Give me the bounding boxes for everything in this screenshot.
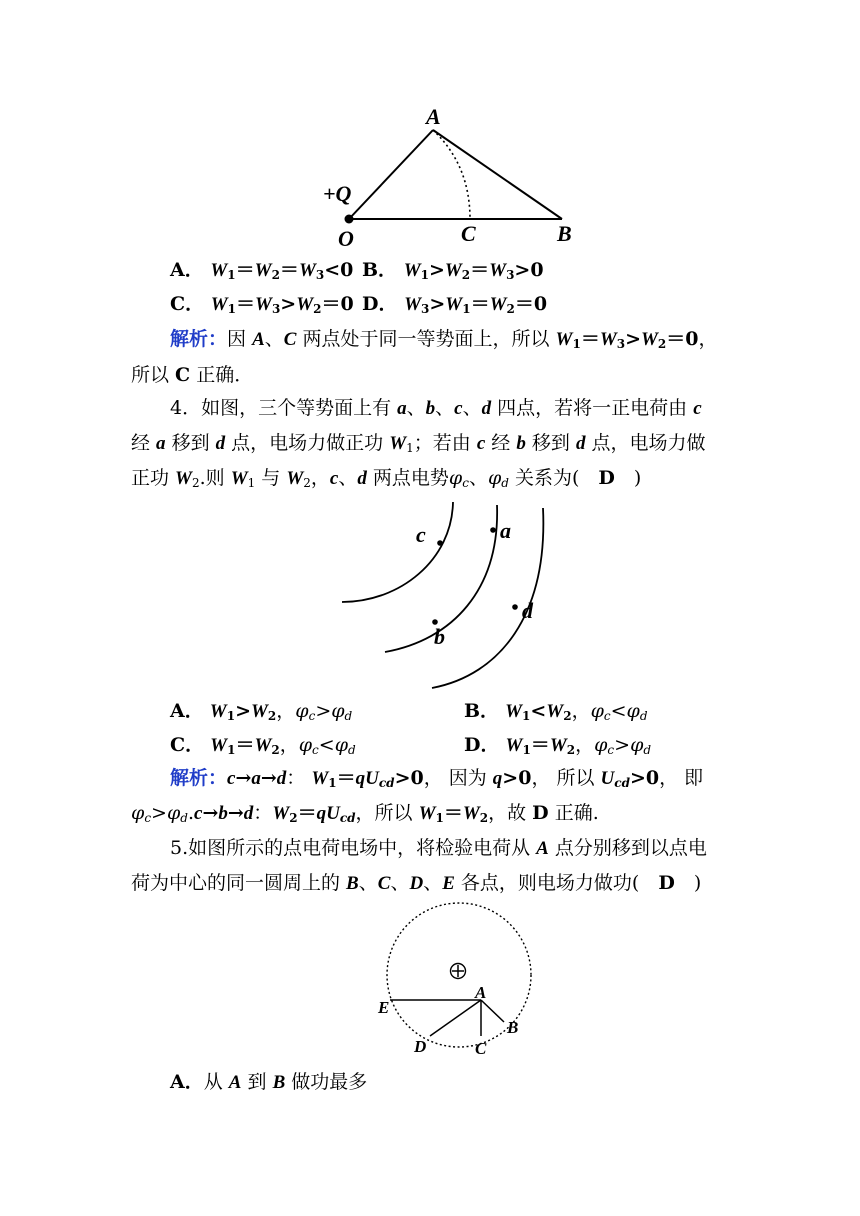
label-charge: +Q <box>323 181 352 206</box>
q3-analysis-line2: 所以 C 正确． <box>131 364 254 386</box>
q4-analysis-line2: $\varphi_c>\varphi_d.c\to b\to d$：$W_2=qU_{cd}$，所以 $W_1=W_2$，故 D 正确. <box>131 802 599 825</box>
label-a: a <box>500 518 511 543</box>
charge-point <box>345 215 354 224</box>
q4-line1: 4．如图，三个等势面上有 a、b、c、d 四点，若将一正电荷由 c <box>170 397 702 419</box>
label-E: E <box>378 998 390 1017</box>
q4-option-c: C． $W_1=W_2$，$\varphi_c<\varphi_d$ <box>170 734 356 757</box>
q5-line2: 荷为中心的同一圆周上的 B、C、D、E 各点，则电场力做功( D ) <box>131 872 702 894</box>
label-O: O <box>338 226 354 250</box>
label-C: C <box>461 221 476 246</box>
label-B: B <box>557 221 572 246</box>
label-A: A <box>426 104 441 129</box>
q4-line3: 正功 $W_2$.则 $W_1$ 与 $W_2$，c、d 两点电势$\varphi_c$、$\varphi_d$ 关系为( D ) <box>131 467 642 490</box>
label-c: c <box>416 522 426 547</box>
q4-line2: 经 a 移到 d 点，电场力做正功 $W_1$；若由 c 经 b 移到 d 点，电场力做 <box>131 432 706 455</box>
q4-option-b: B． $W_1<W_2$，$\varphi_c<\varphi_d$ <box>464 700 648 723</box>
label-d: d <box>522 598 533 623</box>
figure-circle <box>370 895 545 1060</box>
q3-option-a: A． $W_1=W_2=W_3<0$ <box>170 259 354 282</box>
q4-option-a: A． $W_1>W_2$，$\varphi_c>\varphi_d$ <box>170 700 353 723</box>
q3-option-d: D． $W_3>W_1=W_2=0$ <box>362 293 548 316</box>
point-a <box>490 527 496 533</box>
q5-option-a: A．从 A 到 B 做功最多 <box>170 1071 368 1093</box>
label-b: b <box>434 624 445 649</box>
label-A: A <box>475 983 487 1002</box>
figure-equipotentials <box>330 495 560 695</box>
q3-analysis-line1: 解析：因 A、C 两点处于同一等势面上，所以 $W_1=W_3>W_2=0$， <box>170 328 718 351</box>
label-D: D <box>414 1037 427 1056</box>
q4-option-d: D． $W_1=W_2$，$\varphi_c>\varphi_d$ <box>464 734 652 757</box>
point-d <box>512 604 518 610</box>
point-c <box>437 540 443 546</box>
q3-option-c: C． $W_1=W_3>W_2=0$ <box>170 293 354 316</box>
q4-analysis-line1: 解析：c→a→d： $W_1=qU_{cd}>0$， 因为 q>0， 所以 $U_{cd}>0$， 即 <box>170 767 704 790</box>
label-B: B <box>507 1018 519 1037</box>
q3-option-b: B． $W_1>W_2=W_3>0$ <box>362 259 544 282</box>
q5-line1: 5.如图所示的点电荷电场中，将检验电荷从 A 点分别移到以点电 <box>170 837 707 859</box>
figure-triangle <box>310 100 590 250</box>
label-C: C <box>475 1039 487 1058</box>
